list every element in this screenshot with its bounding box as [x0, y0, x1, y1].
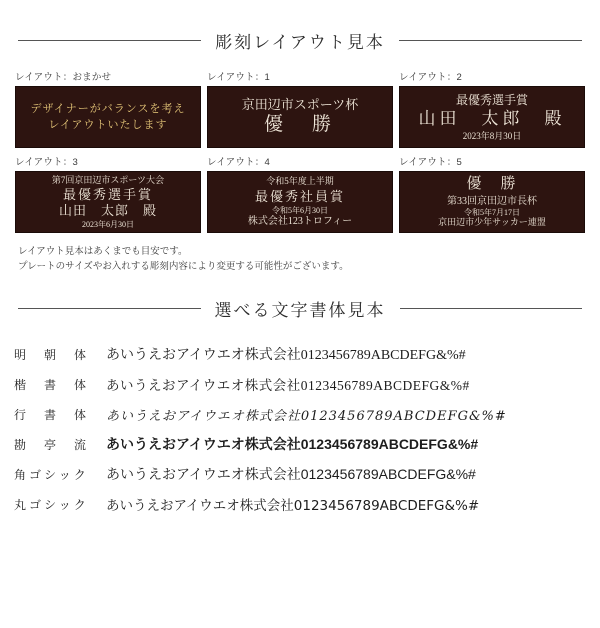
header-rule-right	[400, 308, 583, 309]
plate-line: 最優秀選手賞	[455, 92, 528, 107]
font-sample-row	[14, 339, 586, 369]
layout-sample-cell	[399, 69, 585, 148]
layout-sample-label: レイアウト：3	[15, 157, 78, 168]
layout-sample-cell	[15, 154, 201, 233]
font-name-label: 明 朝 体	[14, 347, 90, 362]
plate-line: 令和5年度上半期	[266, 176, 334, 187]
engraving-sample-page	[0, 28, 600, 628]
plate-line: 最優秀社員賞	[254, 189, 345, 205]
layout-sample-label: レイアウト：5	[399, 157, 462, 168]
plate-line: 京田辺市スポーツ杯	[241, 97, 359, 113]
font-name-label: 勘 亭 流	[14, 437, 90, 452]
layout-sample-label: レイアウト：4	[207, 157, 270, 168]
plate-preview	[207, 171, 393, 233]
plate-preview	[399, 86, 585, 148]
font-section-title: 選べる文字書体見本	[214, 301, 386, 321]
layout-notes	[18, 245, 600, 274]
layout-sample-cell	[207, 154, 393, 233]
layout-sample-cell	[399, 154, 585, 233]
plate-line: デザイナーがバランスを考え	[30, 102, 186, 115]
header-rule-left	[18, 308, 201, 309]
font-sample-text: あいうえおアイウエオ株式会社0123456789ABCDEFG&%#	[106, 348, 466, 364]
layout-sample-label: レイアウト：おまかせ	[15, 72, 112, 83]
font-sample-text: あいうえおアイウエオ株式会社0123456789ABCDEFG&%#	[106, 408, 507, 424]
font-sample-row	[14, 429, 586, 459]
plate-preview	[15, 86, 201, 148]
note-line: プレートのサイズやお入れする彫刻内容により変更する可能性がございます。	[18, 260, 349, 272]
layout-section-header	[0, 28, 600, 53]
font-name-label: 楷 書 体	[14, 377, 90, 392]
plate-line: 第33回京田辺市長杯	[447, 195, 537, 207]
font-sample-text: あいうえおアイウエオ株式会社0123456789ABCDEFG&%#	[106, 498, 480, 515]
plate-preview	[207, 86, 393, 148]
font-sample-row	[14, 369, 586, 399]
header-rule-left	[18, 40, 201, 41]
layout-sample-grid	[0, 69, 600, 233]
plate-line: 山田 太郎 殿	[418, 108, 566, 128]
note-line: レイアウト見本はあくまでも目安です。	[18, 246, 188, 257]
layout-sample-label: レイアウト：2	[399, 72, 462, 83]
plate-line: レイアウトいたします	[48, 118, 168, 131]
plate-line: 2023年8月30日	[462, 130, 522, 141]
font-sample-text: あいうえおアイウエオ株式会社0123456789ABCDEFG&%#	[106, 378, 470, 394]
plate-line: 株式会社123トロフィー	[247, 215, 353, 227]
plate-line: 第7回京田辺市スポーツ大会	[51, 174, 165, 185]
plate-line: 優 勝	[263, 114, 336, 136]
font-sample-list	[0, 339, 600, 519]
layout-section-title: 彫刻レイアウト見本	[215, 33, 385, 52]
font-section-header	[0, 296, 600, 321]
font-sample-text: あいうえおアイウエオ株式会社0123456789ABCDEFG&%#	[106, 436, 479, 453]
header-rule-right	[399, 40, 582, 41]
layout-sample-cell	[15, 69, 201, 148]
plate-preview	[15, 171, 201, 233]
font-name-label: 角ゴシック	[14, 467, 89, 482]
font-sample-row	[14, 489, 586, 519]
plate-line: 優 勝	[466, 176, 518, 193]
font-sample-row	[14, 459, 586, 489]
font-sample-text: あいうえおアイウエオ株式会社0123456789ABCDEFG&%#	[106, 466, 476, 483]
plate-preview	[399, 171, 585, 233]
plate-line: 京田辺市少年サッカー連盟	[438, 217, 546, 228]
plate-line: 令和5年7月17日	[464, 207, 520, 217]
plate-line: 最優秀選手賞	[62, 187, 153, 203]
plate-line: 2023年6月30日	[82, 219, 134, 229]
font-name-label: 丸ゴシック	[14, 497, 89, 512]
plate-line: 令和5年6月30日	[272, 206, 328, 216]
layout-sample-label: レイアウト：1	[207, 72, 270, 83]
plate-line: 山田 太郎 殿	[58, 202, 157, 218]
font-sample-row	[14, 399, 586, 429]
font-name-label: 行 書 体	[14, 407, 90, 422]
layout-sample-cell	[207, 69, 393, 148]
